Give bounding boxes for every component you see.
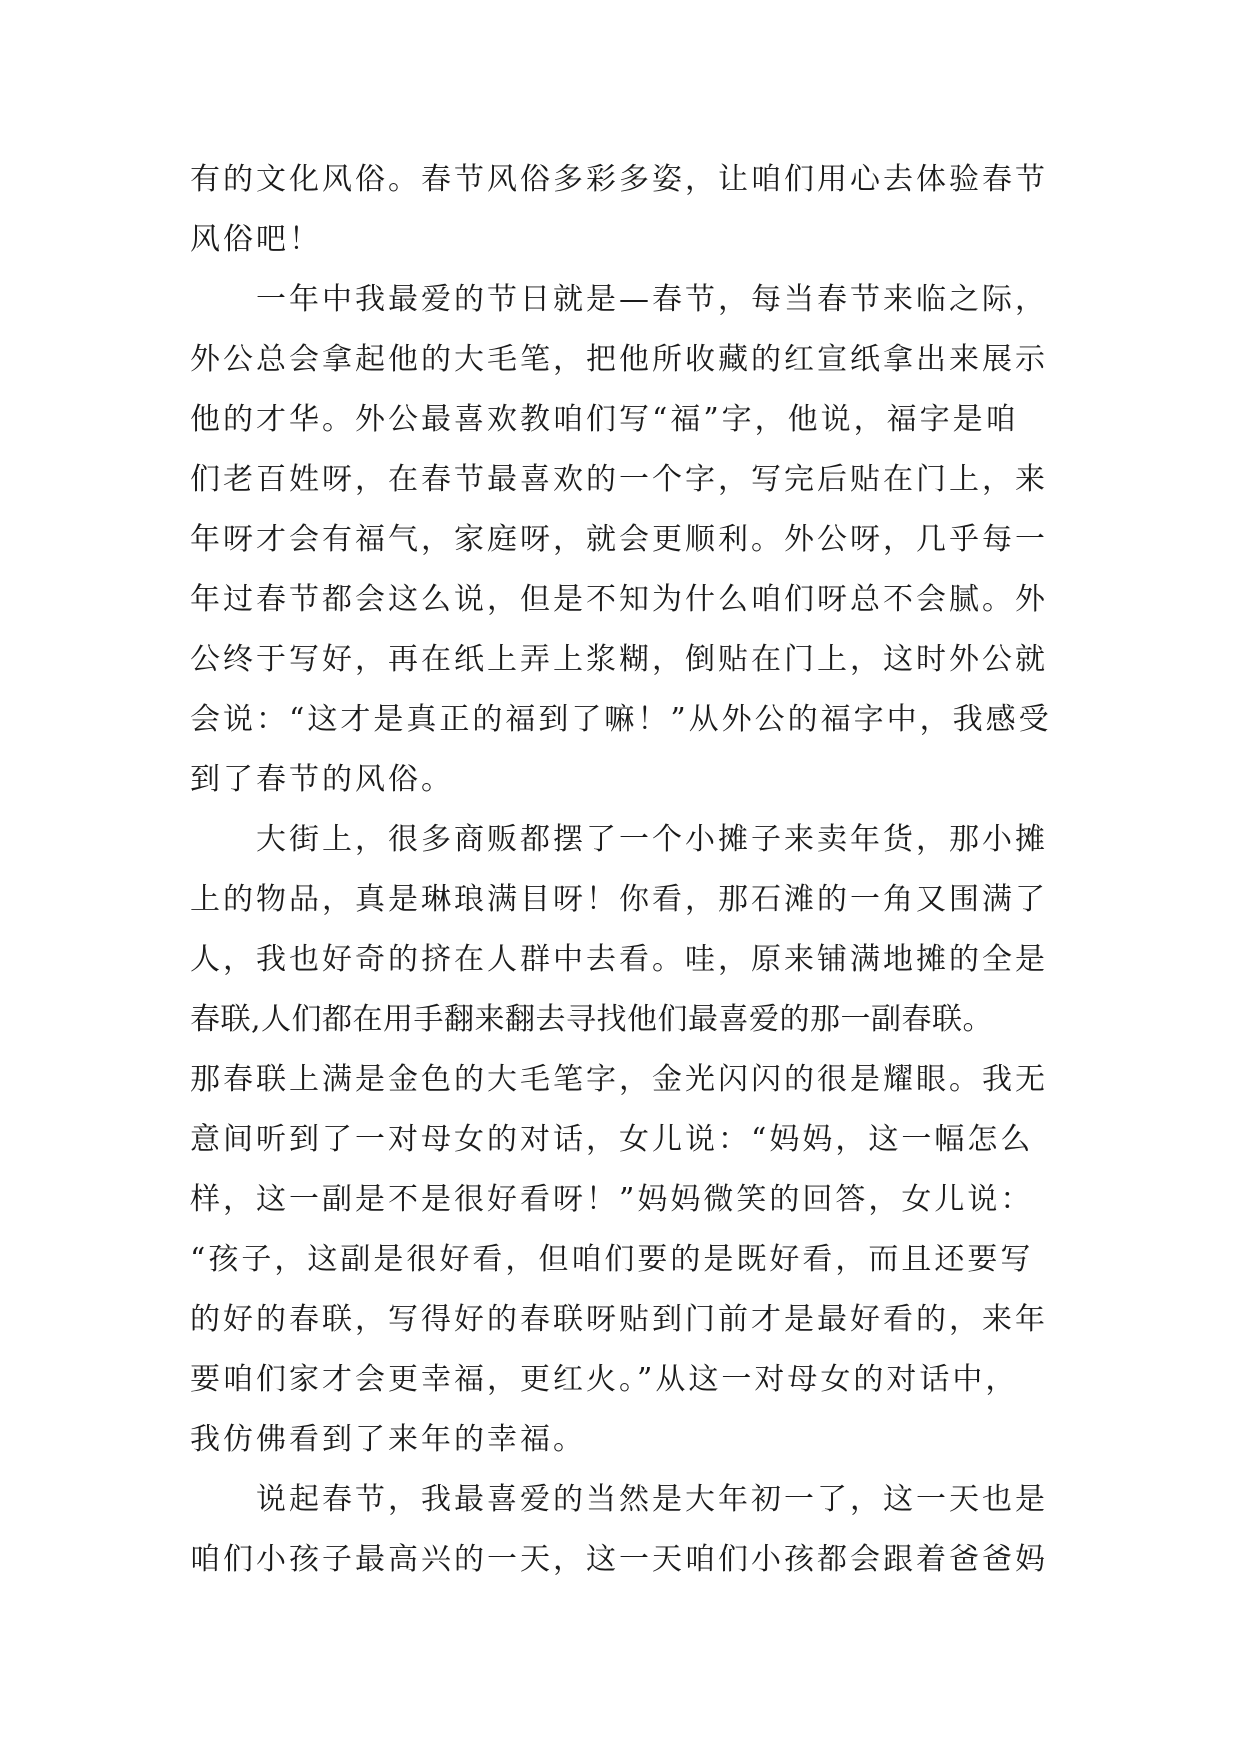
- text-line: 的好的春联，写得好的春联呀贴到门前才是最好看的，来年: [190, 1302, 1048, 1337]
- text-line: 意间听到了一对母女的对话，女儿说：“妈妈，这一幅怎么: [190, 1122, 1034, 1157]
- text-line: 公终于写好，再在纸上弄上浆糊，倒贴在门上，这时外公就: [190, 642, 1048, 677]
- text-line: “孩子，这副是很好看，但咱们要的是既好看，而且还要写: [190, 1242, 1034, 1277]
- text-line: 春联,人们都在用手翻来翻去寻找他们最喜爱的那一副春联。: [190, 1002, 994, 1037]
- text-line: 上的物品，真是琳琅满目呀！你看，那石滩的一角又围满了: [190, 882, 1048, 917]
- text-line: 外公总会拿起他的大毛笔，把他所收藏的红宣纸拿出来展示: [190, 342, 1048, 377]
- text-line: 要咱们家才会更幸福，更红火。”从这一对母女的对话中，: [190, 1362, 1019, 1397]
- text-line: 年过春节都会这么说，但是不知为什么咱们呀总不会腻。外: [190, 582, 1048, 617]
- text-line: 会说：“这才是真正的福到了嘛！”从外公的福字中，我感受: [190, 702, 1052, 737]
- document-body: [190, 150, 1050, 1590]
- text-line: 那春联上满是金色的大毛笔字，金光闪闪的很是耀眼。我无: [190, 1062, 1048, 1097]
- text-line: 人，我也好奇的挤在人群中去看。哇，原来铺满地摊的全是: [190, 942, 1048, 977]
- text-line: 他的才华。外公最喜欢教咱们写“福”字，他说，福字是咱: [190, 402, 1019, 437]
- text-line: 到了春节的风俗。: [190, 762, 454, 797]
- text-line: 风俗吧！: [190, 222, 322, 257]
- text-line: 有的文化风俗。春节风俗多彩多姿，让咱们用心去体验春节: [190, 162, 1048, 197]
- text-line: 年呀才会有福气，家庭呀，就会更顺利。外公呀，几乎每一: [190, 522, 1048, 557]
- text-line: 我仿佛看到了来年的幸福。: [190, 1422, 586, 1457]
- paragraph-start-line: 大街上，很多商贩都摆了一个小摊子来卖年货，那小摊: [256, 822, 1048, 857]
- paragraph-start-line: 说起春节，我最喜爱的当然是大年初一了，这一天也是: [256, 1482, 1048, 1517]
- paragraph-start-line: 一年中我最爱的节日就是—春节，每当春节来临之际，: [256, 282, 1048, 317]
- text-line: 咱们小孩子最高兴的一天，这一天咱们小孩都会跟着爸爸妈: [190, 1542, 1048, 1577]
- text-line: 样，这一副是不是很好看呀！”妈妈微笑的回答，女儿说：: [190, 1182, 1034, 1217]
- text-line: 们老百姓呀，在春节最喜欢的一个字，写完后贴在门上，来: [190, 462, 1048, 497]
